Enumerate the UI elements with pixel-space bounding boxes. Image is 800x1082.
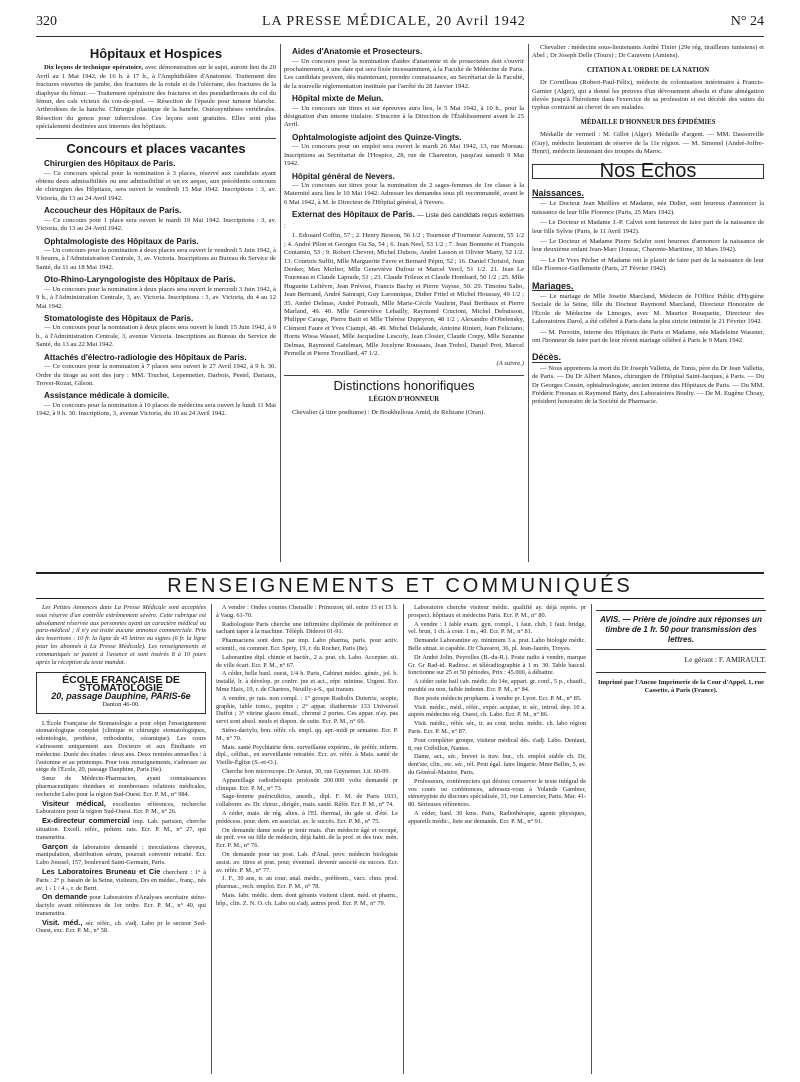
mariages-heading: Mariages. <box>532 280 574 291</box>
column-2 <box>284 44 524 562</box>
ads-column-3 <box>408 604 586 1074</box>
classified-ad: Bon poste médecin propharm. à vendre pr. Lyon. Ecr. P. M., n° 85. <box>414 694 582 702</box>
page-header <box>36 14 764 37</box>
article-heading: Chirurgien des Hôpitaux de Paris. <box>44 159 176 169</box>
article-lecons <box>36 64 276 131</box>
classified-ad: A vendre : 1 table exam. gyn. compl., 1 faut. club, 1 faut. bridge, vel. brun, 1 ch. à cour. 1 m., 40. Ecr. P. M., n° 81. <box>408 620 586 636</box>
classified-ad: Cherche bon microscope. Dr Amiot, 30, rue Guynemer. Lit. 60-99. <box>222 767 391 775</box>
article-heading <box>284 210 524 231</box>
article-body: — Un concours pour la nomination à 10 places de médecins sera ouvert le lundi 11 Mai 1942, à 9 h. 30. Inscriptions, 3, avenue Victoria, du 10 au 24 Avril 1942. <box>36 401 276 418</box>
article-body: — Un concours sur titres et sur épreuves aura lieu, le 5 Mai 1942, à 10 h., pour la désignation d'un interne titulaire. S'inscrire à la Direction de l'Établissement avant le 25 Avril. <box>284 104 524 129</box>
ad-lead: Garçon <box>42 841 68 851</box>
classified-ad: Appareillage radiothérapie profonde 200.000 volts demandé pr clinique. Ecr. P. M., n° 73. <box>216 776 398 792</box>
article-heading: Accoucheur des Hôpitaux de Paris. <box>44 206 182 216</box>
page-number: 320 <box>36 14 57 29</box>
classified-ad: A céder, banl. 30 kms. Paris, Radiothérapie, agents physiques, appareils médic., liste sur demande. Ecr. P. M., n° 91. <box>408 809 586 825</box>
article-body: — Ce concours spécial pour la nomination à 3 places, réservé aux candidats ayant obtenu deux admissibilités ou une admissibilité et un ex aequo, aux précédents concours de chirurgien des Hôpitaux, sera ouvert le vendredi 15 Mai 1942. Inscriptions : 3, av. Victoria, du 13 au 24 Avril 1942. <box>36 169 276 202</box>
naissances-heading: Naissances. <box>532 187 585 198</box>
classified-ad: Demande Laborantine ay. minimum 3 a. prat. Labo biologie médic. Belle situat. si capable. Dr Chavarot, 36, pl. Jean-Jaurès, Troyes. <box>408 637 586 652</box>
ecole-body: L'École Française de Stomatologie a pour objet l'enseignement stomatologique complet (clinique et chirurgie stomatologiques, odontologie, prothèse, orthodontie, céramique). Les cours s'adressent uniquement aux Docteurs et aux Étudiants en médecine. Durée des études : deux ans. Deux rentrées annuelles : à l'automne et au printemps. Pour tous renseignements, s'adresser au siège de l'École, 20, passage Dauphine, Paris (6e). <box>36 719 206 774</box>
classified-ad: On demande dame seule pr tenir mais. d'un médecin âgé et occupé, de préf. vve ou fille de médecin, déjà habit. de la prof. et des trav. mén. Ecr. P. M., n° 76. <box>216 826 398 850</box>
avis-notice: AVIS. — Prière de joindre aux réponses un timbre de 1 fr. 50 pour transmission des lettres. <box>596 610 766 650</box>
gerant-signature: Le gérant : F. AMIRAULT. <box>684 655 766 664</box>
nos-echos-title: Nos Echos <box>532 164 764 178</box>
ads-column-2 <box>216 604 398 1074</box>
ad-body: cherchent : 1° à Paris : 2° p. bassin de la Seine, visiteurs, Drs en médec., franç., nés av. 1 ‹ 1 / 4 ›, r. de Berri. <box>36 868 206 892</box>
classified-ad: Sage-femme puéricultrice, anesth., dipl. F. M. de Paris 1933, collaborer. av. Dr. chirur., dirigér., mais. santé. Référ. Ecr. P. M., n° 74. <box>216 793 398 809</box>
article-heading: Stomatologiste des Hôpitaux de Paris. <box>44 313 194 323</box>
citation-title: CITATION A L'ORDRE DE LA NATION <box>586 66 710 74</box>
classified-ad: A vendre, pr rais. non compl. : 1° groupe Radiolix Duterrie, scopie, graphie, table tomo., pupitre ; 2° appar. diathermie 133 Universel Duffot ; 3° vitrine glaces émail., chromé 2 portes. Ces appar. n'ay. pas servi sont absol. neufs et dispon. de suite. Ecr. P. M., n° 69. <box>216 694 398 726</box>
classified-ad <box>36 868 206 892</box>
divider <box>36 138 276 139</box>
ads-column-1 <box>36 604 206 1074</box>
legion-title: LÉGION D'HONNEUR <box>368 396 440 404</box>
article-heading: Ophtalmologiste des Hôpitaux de Paris. <box>44 236 199 246</box>
ad-body: pour Laboratoire d'Analyses secrétaire sténo-dactylo avant références de 1er ordre. Ecr. P. M., n° 49, qui transmettra. <box>36 894 206 917</box>
classified-ad <box>36 919 206 936</box>
article-body: — Ce concours pour la nomination à 7 places sera ouvert le 27 Avril 1942, à 9 h. 30. Ordre du tirage au sort des jury : MM. Truchot, Lepennetier, Darbois, Pestel, Dariaux, Trover-Rozat, Gilson. <box>36 363 276 387</box>
deces-heading: Décès. <box>532 352 562 363</box>
echo-item: — Le Docteur Jean Meillère et Madame, née Didier, sont heureux d'annoncer la naissance de leur fille Florence (Paris, 25 Mars 1942). <box>532 200 764 216</box>
classified-ad: Professeurs, conférenciers qui désirez conserver le texte intégral de vos cours ou conférences, adressez-vous à Yolande Gambier, sténotypiste du discours spécialisée, 31, rue Lemercier, Paris. Mar. 41-80. Sérieuses références. <box>408 777 586 809</box>
ad-lead: Les Laboratoires Bruneau et Cie <box>42 866 161 876</box>
classified-ad: A céder suite bail cab. médic. du 14e, appart. gr. conf., 5 p., chauff., meublé ou non, faible indemn. Ecr. P. M., n° 84. <box>408 678 586 693</box>
article-body: avec démonstration sur le sujet, auront lieu du 20 Avril au 1 Mai 1942, de 16 h. à 17 h., à l'Amphithéâtre d'Anatomie. Traitement des fractures ouvertes de jambe, des fractures de la rotule et de l'olécrane, des fractures de la diaphyse du fémur. — Traitement opératoire des fractures et des pseudarthroses du col du fémur, des cals vicieux du cou-de-pied. — Résection de l'épaule pour tumeur blanche. Arthrodèses de la hanche. Chirurgie plastique de la hanche. Ostéosynthèses vertébrales. Résection du genou pour tuberculose. Ces leçons sont gratuites. Elles sont plus spécialement destinées aux internes des hôpitaux. <box>36 64 276 131</box>
classified-ad: Dame, act., sér., brevet is trav. bur., ch. emploi stable ch. Dr, dent'ste, clin., etc. sér., réf. Peut égal. faire lingerie. Mme Bellin, 5, av. du Général-Maistre, Paris. <box>408 753 586 776</box>
journal-title: LA PRESSE MÉDICALE, 20 Avril 1942 <box>262 14 526 29</box>
classified-ad: Pour compléter groupe, visiteur médical dés. s'adj. Labo. Deniaut, 8, rue Crébillon, Nantes. <box>408 736 586 752</box>
ad-lead: Ex-directeur commercial <box>42 816 130 826</box>
citation-body: Dr Cornilleau (Robert-Paul-Félix), médecin de colonisation intérimaire à Francis-Garnier (Alger), qui a donné les preuves d'un dévouement absolu et d'une abnégation élevée jusqu'à l'héroïsme dans l'exercice de sa profession et est décédé des suites du typhus contracté au chevet de ses malades. <box>532 79 764 112</box>
ecole-title: ÉCOLE FRANÇAISE DE STOMATOLOGIE <box>62 674 180 695</box>
column-divider <box>528 44 529 562</box>
ad-body: de laboratoire demandé : inoculations cheveux, manipulation, distribution sérum, pourrait convenir retraité. Ecr. Labo Joussel, 157, boulevard Saint-Germain, Paris. <box>36 843 206 867</box>
ad-body: excellentes références, recherche Laboratoire pour la région Sud-Ouest. Ecr. P. M., n° 26. <box>36 800 207 816</box>
classified-ad <box>36 843 206 867</box>
classified-ad: Dr André Jolin, Peyrolles (B.-du-R.). Poste radio à vendre, marque Gr. Gr Rad-id. Radiosc. et téléradiographie à 1 m. 30. Table bascul. fonctionne sur 25 et 50 périodes, Prix : 45.000, à débattre. <box>408 653 586 677</box>
classified-ad: Sténo-dactylo, bon. référ. ch. empl. qq. apr.-midi pr semaine. Ecr. P. M., n° 70. <box>216 726 398 742</box>
article-heading: Hôpital général de Nevers. <box>292 171 395 181</box>
article-body: — Un concours pour un emploi sera ouvert le mardi 26 Mai 1942, 13, rue Moreau. Inscriptions au Secrétariat de l'Hospice, 28, rue de Charenton, jusqu'au samedi 9 Mai 1942. <box>284 143 524 168</box>
classified-ad: Laboratoire cherche visiteur médic. qualifié ay. déjà représ. pr prospect. hôpitaux et médecins Paris. Ecr. P. M., n° 80. <box>408 604 586 619</box>
externat-subheading: — Liste des candidats reçus externes : <box>284 212 524 230</box>
article-body: — Un concours pour la nomination à deux places sera ouvert le lundi 15 Juin 1942, à 9 h., à l'Administration Centrale, 3, avenue Victoria. Inscriptions au Bureau du Service de Santé, du 13 au 22 Mai 1942. <box>36 324 276 349</box>
classified-ad: On demande pour un post. Lab. d'Anal. prov. médecin biologiste assist. av. titres et prat. pour, éventuel. devenir associé ou succes. Ecr. av. référ. P. M., n° 77. <box>216 850 398 874</box>
article-body: — Un concours pour la nomination à deux places sera ouvert le mercredi 3 Juin 1942, à 9 h., à l'Administration Centrale, 3, av. Victoria. Inscriptions : 3, av. Victoria, du 4 au 12 Mai 1942. <box>36 285 276 310</box>
classified-ad: Visit. médic., méd., référ., expér. acquise, tr. sér., introd. dep. 10 a. auprès médecins rég. Ouest, ch. Labo. Ecr. P. M., n° 86. <box>408 703 586 719</box>
section-title-distinctions: Distinctions honorifiques <box>333 377 475 393</box>
classified-ad <box>36 817 206 841</box>
echo-item: — Le Docteur et Madame J.-P. Calvet sont heureux de faire part de la naissance de leur fille Sylvie (Paris, le 11 Avril 1942). <box>532 219 764 235</box>
classified-ad: Mais. santé Psychiatrie dem. surveillante expérim., de préfér. inferm. dipl., célibat., en surveillante retraitée. Ecr. av. référ. à Mais. santé de Vieille-Église (S.-et-O.). <box>216 743 398 767</box>
ads-intro: Les Petites Annonces dans La Presse Médicale sont acceptées sous réserve d'un contrôle extrêmement sévère. Cette rubrique est absolument réservée aux personnes ayant un caractère médical ou para-médical ; il n'y est traité aucune annonce commerciale. Prix des insertions : 10 fr. la ligne de 45 lettres ou signes (6 fr. la ligne pour les abonnés à La Presse Médicale). Les renseignements et communiqués se paient à l'avance et sont insérés 8 à 10 jours après la réception du texte mandat. <box>36 604 206 666</box>
ad-lead: On demande <box>42 892 88 902</box>
classified-ad: A vendre : Ondes courtes Chenaille : Primozon, tél. entre 13 et 15 h. à Vaug. 61-70. <box>216 604 398 619</box>
article-heading: Oto-Rhino-Laryngologiste des Hôpitaux de Paris. <box>44 275 236 285</box>
ecole-address: 20, passage Dauphine, PARIS-6e <box>51 690 191 701</box>
echo-item: — Le mariage de Mlle Josette Marcland, Médecin de l'Office Public d'Hygiène Sociale de la Seine, fille du Docteur Raymond Marcland, Directeur Honoraire de l'École de Médecine de Limoges, avec M. Maurice Rouquette, Directeur des Laboratoires Darol, a été célébré à Paris dans la plus stricte intimité le 21 Février 1942. <box>532 292 764 326</box>
article-body: — Un concours pour la nomination d'aides d'anatomie et de prosecteurs doit s'ouvrir prochainement, à une date qui sera fixée incessamment, à la Faculté de Médecine de Paris. Les candidats peuvent, dès maintenant, prendre connaissance, au Secrétariat de la Faculté, de la nouvelle réglementation instituée par l'arrêté du 28 Janvier 1942. <box>284 57 524 90</box>
column-3 <box>532 44 764 562</box>
column-divider <box>591 604 592 1074</box>
issue-number: N° 24 <box>730 14 764 29</box>
column-divider <box>211 604 212 1074</box>
article-heading: Attachés d'électro-radiologie des Hôpitaux de Paris. <box>44 352 247 362</box>
externat-list: 1. Edouard Coffin, 57 ; 2. Henry Besson, 56 1/2 ; Tourneur d'Tourneur Aumont, 55 1/2 ; 4. André Pilon et Georges Gu Sa, 54 ; 6. Jean Neel, 53 1/2 ; 7. Jean Bonnette et François Contamin, 53 ; 9. Robert Chevret, Michel Dubois, André Lasson et Olivier Marty, 52 1/2. 13. Courtois Suffit, Mlle Marguerite Favre et Bernard Pépin, 52 ; 16. Daniel Christol, Jean Denker, Max Merlier, Mlle Geneviève Dufour et Marcel Vercl, 51 1/2. 21. Jean Le Tourneau et Claude Laprade, 51 ; 23. Claude Frileux et Claude Hombard, 50 1/2 ; 25. Mlle Huguette Lelièvre, Jean Prévost, Francis Bachy et Pierre Vaysse, 50. 29. Timotsu Salto, Jean Bertrand, André Sainrapt, Guy Laronnique, Didier Fritel et Michel Houssay, 49 1/2 ; 35. André Delmas, André Poirault, Mlle Marie-Cécile Vaultrin, Paul Berthaux et Pierre Marland, 49. 40. Mlle Geneviève Lebailly, Raymond Crucioni, Michel Debuisson, Philippe Carage, Pierre Batit et Mlle Thérèse Dupeyron, 48 1/2 ; Alexandre d'Obelensky, Clément Faure et Yves Ciampi, 48. 49. Michel Delalande, Antoine Rinieri, Jean Feliciano, Horns Wissa Wassef, Mlle Jacqueline Lescofy, Jean Closier, Claude Crepy, Mlle Suzanne Delmas, Raymond Gatelman, Mlle Jocelyne Roussaes, Jean Trebol, Daniel Prot, Marcel Pernelle et Pierre Trouillard, 47 1/2. <box>284 232 524 357</box>
article-body: — Un concours sur titres pour la nomination de 2 sages-femmes de 1re classe à la Maternité aura lieu le 10 Mai 1942. Adresser les demandes sous pli recommandé, avant le 6 Mai 1942, à M. le Directeur de l'Hôpital général, à Nevers. <box>284 182 524 206</box>
classified-ad: Mais. fabr. médic. dem. dont gérants visitent client. méd. et pharm., hôp., clin. Z. N. O. ch. Labo ou s'adj. autres prod. Ecr. P. M., n° 79. <box>216 891 398 907</box>
ads-column-4 <box>596 604 766 1074</box>
article-heading: Dix leçons de technique opératoire, <box>44 64 144 72</box>
legion-body: Chevalier (à titre posthume) : Dr Boukhelloua Amid, de Relizane (Oran). <box>292 408 485 416</box>
echo-item: — M. Perrotin, interne des Hôpitaux de Paris et Madame, née Madeleine Wassner, ont l'honneur de faire part de leur récent mariage célébré à Paris le 9 Mars 1942. <box>532 328 764 344</box>
column-1 <box>36 44 276 562</box>
ad-lead: Visiteur médical, <box>42 798 106 808</box>
ecole-stomatologie-box <box>36 672 206 713</box>
column-divider <box>403 604 404 1074</box>
medaille-body: Médaille de vermeil : M. Gillot (Alger). Médaille d'argent. — MM. Dassonville (Guy), médecin lieutenant de réserve de la 11e région. — M. Simonel (André-Joffre-Henri), médecin lieutenant des troupes du Maroc. <box>532 131 764 156</box>
medaille-title: MÉDAILLE D'HONNEUR DES ÉPIDÉMIES <box>580 118 716 126</box>
classified-ad: J. F., 30 ans, tr. au cour. anal. médic., préfèrem., vacc. chns. prod. pharmac., rech. emploi. Ecr. P. M., n° 78. <box>216 875 398 891</box>
section-title-hopitaux: Hôpitaux et Hospices <box>89 46 223 61</box>
classified-ad: Radiologiste Paris cherche une infirmière diplômée de préférence et sachant taper à la machine. Téléph. Diderot 01-91. <box>216 620 398 636</box>
article-heading: Assistance médicale à domicile. <box>44 391 170 401</box>
ad-lead: Visit. méd., <box>42 917 83 927</box>
renseignements-banner: RENSEIGNEMENTS ET COMMUNIQUÉS <box>36 572 764 599</box>
echo-item: — Le Dr Yves Pécher et Madame ont le plaisir de faire part de la naissance de leur fille Florence-Guillemette (Paris, 27 Février 1942). <box>532 256 764 273</box>
classified-ad: A céder, belle banl. ouest, 1/4 h. Paris, Cabinet médec. génér., jol. b. installé, lr. à dévelop. pr confrr. jne et act., répr. minime. Urgent. Ecr. Mme Haix, 19, r. de Chartres, Neuilly-s-S., qui transm. <box>216 670 398 693</box>
a-suivre: (A suivre.) <box>496 360 524 368</box>
article-heading: Hôpital mixte de Melun. <box>292 94 384 104</box>
column-divider <box>280 44 281 562</box>
divider <box>284 375 524 376</box>
section-title-concours: Concours et places vacantes <box>66 140 246 156</box>
article-body: — Un concours pour la nomination à deux places sera ouvert le vendredi 5 Juin 1942, à 9 heures, à l'Administration Centrale, 3, av. Victoria. Inscriptions au Bureau du Service de Santé, du 11 au 18 Mai 1942. <box>36 247 276 271</box>
classified-ad <box>36 893 206 917</box>
classified-ad <box>36 800 206 817</box>
echo-item: — Le Docteur et Madame Pierre Sclafer sont heureux d'annoncer la naissance de leur deuxième enfant Jean-Marc (Jonzac, Charente-Maritime, 30 Mars 1942). <box>532 237 764 254</box>
chevalier-body: Chevalier : médecins sous-lieutenants André Tixier (29e rég. tirailleurs tunisiens) et Abel ; Dr Joseph Delle (Tours) ; Dr Caravem (Amiens). <box>532 44 764 60</box>
classified-ad: A céder, mais. de rég. alten. à l'El. thermal, du gde st. d'été. Le prédécess. pour. dem. en associat. av. le succès. Ecr. P. M., n° 75. <box>216 809 398 825</box>
classified-ad: Pharmaciens sont dem. par imp. Labo pharma, paris. pour activ. scientif., ou commer. Ecr. Speiy, 19, r. du Rocher, Paris (8e). <box>216 637 398 652</box>
ecole-phone: Danton 46-00. <box>102 700 140 708</box>
article-body: — Ce concours pour 1 place sera ouvert le mardi 19 Mai 1942. Inscriptions : 3, av. Victoria, du 13 au 24 Avril 1942. <box>36 216 276 233</box>
printer-notice: Imprimé par l'Ancne Imprimerie de la Cour d'Appel, 1, rue Cassette, à Paris (France). <box>596 672 766 695</box>
article-heading: Ophtalmologiste adjoint des Quinze-Vingts. <box>292 132 462 142</box>
ad-body: sér. référ., ch. s'adj. Labo pr le secteur Sud-Ouest, exc. Ecr. P. M., n° 58. <box>36 919 206 935</box>
classified-ad: Laborantine dipl. chimie et bactér., 2 a. prat. ch. Labo. Accepter. sit. de ville écart. Ecr. P. M., n° 67. <box>216 653 398 669</box>
classified-ad: Sœur de Médecin-Pharmacien, ayant connaissances pharmaceutiques étendues et nombreuses relations médicales, recherche Labo pour la région Sud-Ouest. Ecr. P. M., n° 984. <box>36 775 206 798</box>
externat-heading: Externat des Hôpitaux de Paris. <box>292 210 415 220</box>
article-heading: Aides d'Anatomie et Prosecteurs. <box>292 47 423 56</box>
classified-ad: Visit. médic., référ. sér., tr. au cour. techn. médic. ch. labo région Paris. Ecr. P. M., n° 87. <box>408 720 586 735</box>
echo-item: — Nous apprenons la mort du Dr Joseph Valletta, de Tunis, père du Dr Jean Valletta, de Paris. — Du Dr Albert Manos, chirurgien de l'Hôpital Saint-Jacques, à Paris. — Du Dr Georges Cousin, ophtalmologiste, ancien interne des Hôpitaux de Paris. — Du MM. Frédéric Fresnau et Raymond Barty, des Laboratoires Boulty. — De M. Eugène Choay, président honoraire de la Société de Pharmacie. <box>532 364 764 406</box>
ad-body: imp. Lab. parisien, cherche situation. Excell. référ., prétent. rais. Ecr. P. M., n° 27, qui transmettra. <box>36 818 207 841</box>
